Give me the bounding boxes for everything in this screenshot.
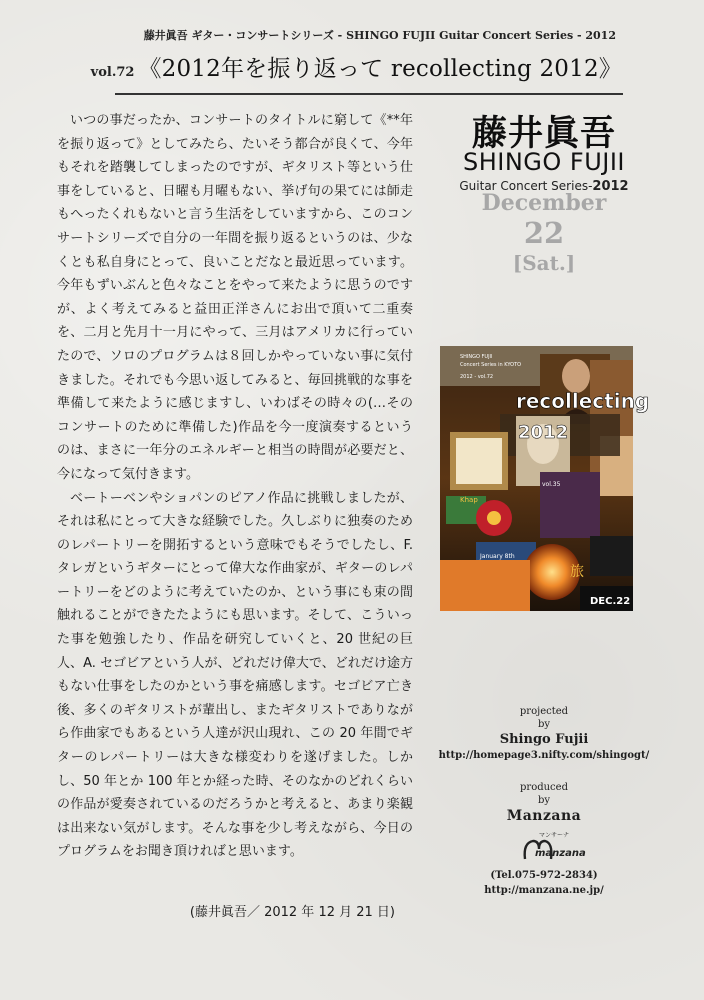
logo-kana: マンサーナ: [539, 832, 570, 839]
concert-title-row: [0, 50, 622, 83]
credit-produced-label: produced: [520, 782, 568, 793]
essay-paragraph: いつの事だったか、コンサートのタイトルに窮して《**年を振り返って》としてみたら、たいそう都合が良くて、今年もそれを踏襲してしまったのですが、ギタリスト等という仕事をしていると、日曜も月曜もない、挙げ句の果てには師走もへったくれもないと言う生活をしていますから、このコンサートシリーズで自分の一年間を振り返るというのは、少なくとも私自身にとって、良いことだなと最近思っています。今年もずいぶんと色々なことをやって来たように思うのですが、よく考えてみると益田正洋さんにお出で頂いて二重奏を、二月と先月十一月にやって、三月はアメリカに行っていたので、ソロのプログラムは８回しかやっていない事に気付きました。それでも今思い返してみると、毎回挑戦的な事を準備して来たように感じますし、いわばその時々の(…そのコンサートのために準備した)作品を今一度演奏するというのは、まさに一年分のエネルギーと相当の時間が必要だと、今になって気付きます。: [57, 113, 413, 482]
performer-name-en: SHINGO FUJII: [462, 148, 626, 176]
essay-body: [57, 109, 413, 864]
credit-website-link[interactable]: http://homepage3.nifty.com/shingogt/: [438, 750, 650, 761]
poster-kanji: 旅: [570, 564, 584, 580]
producer-website-link[interactable]: http://manzana.ne.jp/: [484, 885, 604, 896]
series-year: 2012: [592, 179, 629, 194]
poster-top-text-2: Concert Series in KYOTO: [460, 362, 522, 368]
essay-paragraph: ベートーベンやショパンのピアノ作品に挑戦しましたが、それは私にとって大きな経験でした。久しぶりに独奏のためのレパートリーを開拓するという意味でもそうでしたし、F. タレガというギターにとって偉大な作曲家が、ギターのレパートリーをどのように考えていたのか、という事にも束の間触れることができたたようにも思います。そして、こういった事を勉強したり、作品を研究していくと、20 世紀の巨人、A. セゴビアという人が、どれだけ偉大で、どれだけ途方もない仕事をしたのかという事を痛感します。セゴビア亡き後、多くのギタリストが輩出し、またギタリストでありながら作曲家でもあるという人達が沢山現れ、この 20 年間でギターのレパートリーは大きな様変わりを遂げました。しかし、50 年とか 100 年とか経った時、そのなかのどれくらいの作品が愛奏されているのだろうかと考えると、あまり楽観は出来ない気がします。そんな事を少し考えながら、今日のプログラムをお聞き頂ければと思います。: [57, 490, 413, 860]
credit-by-label: by: [537, 719, 551, 730]
poster-small-text-1: Khap: [460, 496, 478, 504]
series-header: 藤井眞吾 ギター・コンサートシリーズ - SHINGO FUJII Guitar Concert Series - 2012: [143, 29, 616, 42]
logo-wordmark: manzana: [535, 848, 586, 859]
concert-poster-image: [440, 346, 650, 611]
poster-year: 2012: [518, 422, 569, 443]
concert-month: December: [481, 190, 607, 216]
series-prefix: Guitar Concert Series-: [459, 179, 593, 193]
poster-main-title: recollecting: [516, 389, 650, 413]
credit-telephone: (Tel.075-972-2834): [490, 870, 598, 881]
poster-top-text-3: 2012 - vol.72: [460, 374, 494, 380]
essay-signature: (藤井眞吾／ 2012 年 12 月 21 日): [189, 905, 395, 920]
credit-name: Shingo Fujii: [499, 732, 589, 747]
title-divider: [115, 93, 623, 95]
manzana-logo: [519, 829, 586, 863]
poster-small-text-2: January 8th: [480, 553, 515, 560]
poster-small-label: vol.35: [542, 481, 561, 488]
credit-by-label: by: [537, 795, 551, 806]
credit-producer: Manzana: [506, 808, 582, 824]
credit-projected-label: projected: [519, 706, 569, 717]
poster-date-badge: DEC.22: [590, 596, 631, 607]
concert-title: 《2012年を振り返って recollecting 2012》: [138, 56, 622, 82]
concert-day: 22: [523, 216, 565, 250]
volume-number: vol.72: [90, 65, 135, 80]
performer-name-jp: 藤井眞吾: [471, 113, 616, 154]
poster-top-text-1: SHINGO FUJII: [460, 354, 493, 360]
concert-weekday: [Sat.]: [512, 251, 576, 275]
